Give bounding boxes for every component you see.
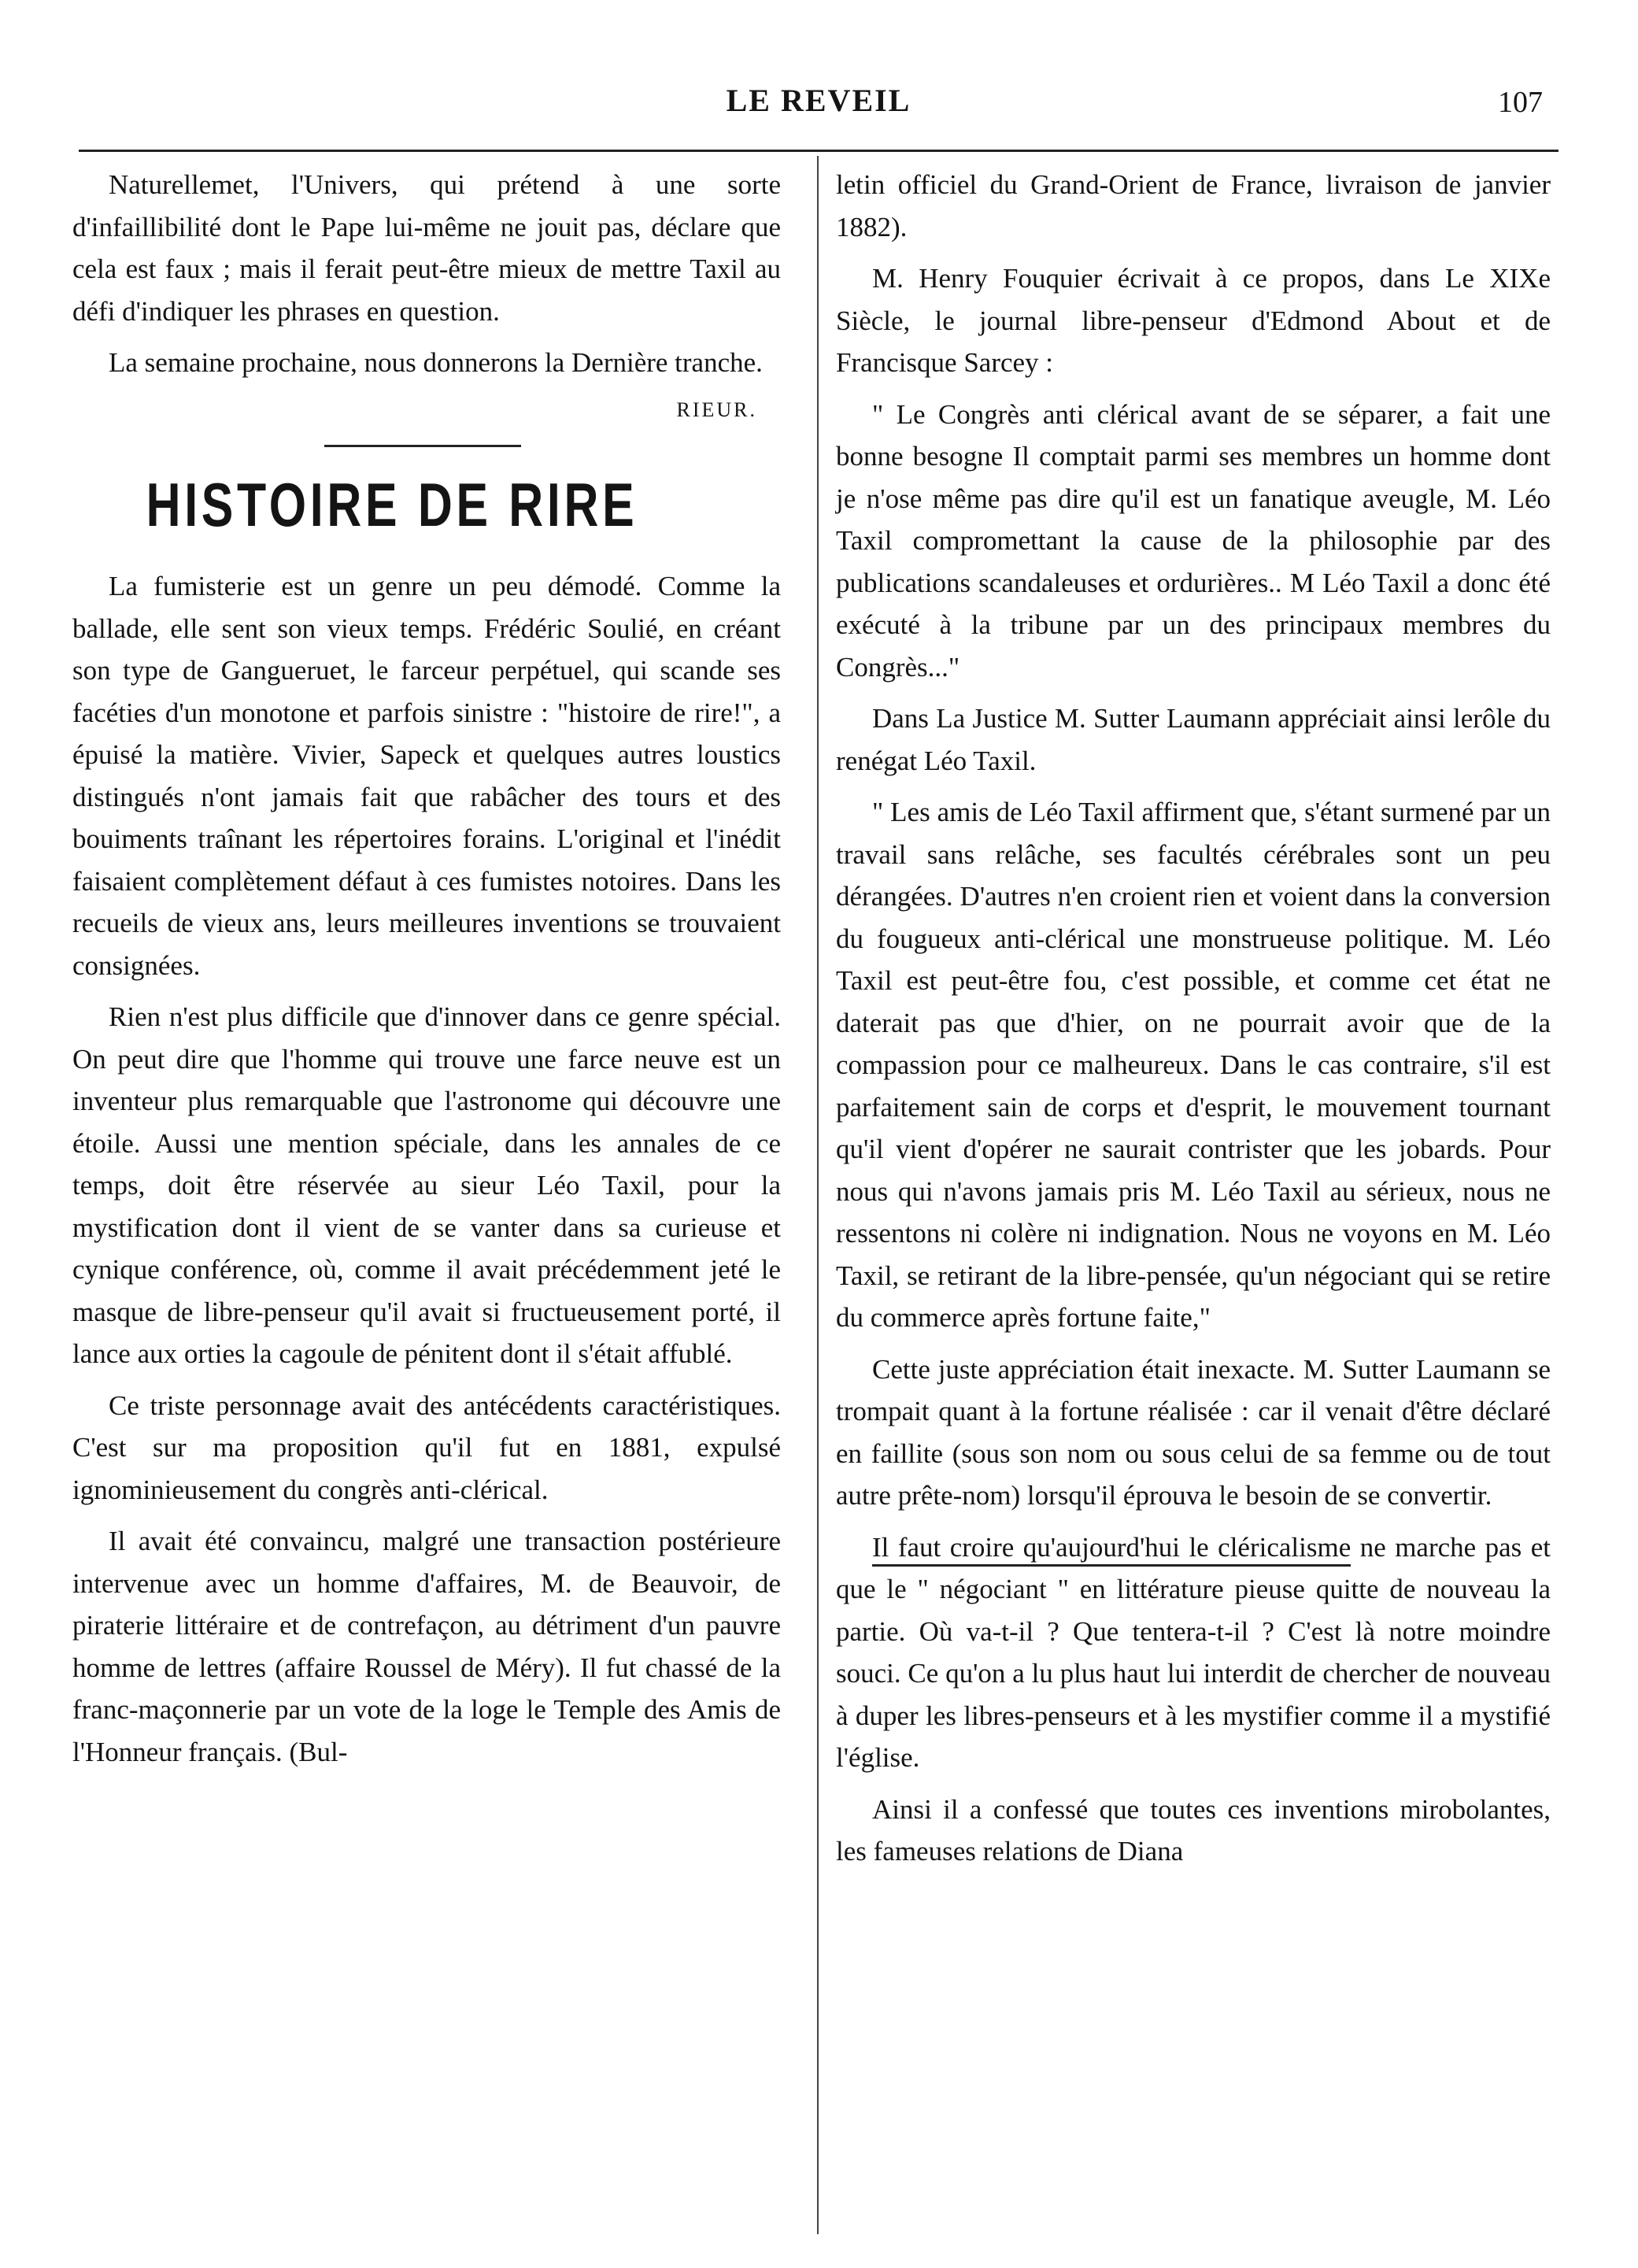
- right-paragraph-1: letin officiel du Grand-Orient de France, livraison de janvier 1882).: [836, 169, 1551, 242]
- article-title: HISTOIRE DE RIRE: [146, 470, 638, 539]
- section-rule: [324, 445, 521, 447]
- left-column: [72, 164, 781, 1782]
- left-paragraph-5: Ce triste personnage avait des antécédents caractéristiques. C'est sur ma proposition qu'il fut en 1881, expulsé ignominieusement du congrès anti-clérical.: [72, 1389, 781, 1505]
- right-paragraph-2: M. Henry Fouquier écrivait à ce propos, dans Le XIXe Siècle, le journal libre-penseur d'Edmond About et de Francisque Sarcey :: [836, 263, 1551, 378]
- left-paragraph-3: La fumisterie est un genre un peu démodé. Comme la ballade, elle sent son vieux temps. Frédéric Soulié, en créant son type de Gangueruet, le farceur perpétuel, qui scande ses facéties d'un monotone et parfois sinistre : "histoire de rire!", a épuisé la matière. Vivier, Sapeck et quelques autres loustics distingués n'ont jamais fait que rabâcher des tours et des bouiments traînant les répertoires forains. L'original et l'inédit faisaient complètement défaut à ces fumistes notoires. Dans les recueils de vieux ans, leurs meilleures inventions se trouvaient consignées.: [72, 571, 781, 981]
- header-rule: [79, 150, 1559, 152]
- running-head: [79, 79, 1559, 134]
- right-column: [836, 164, 1551, 1882]
- left-paragraph-2: La semaine prochaine, nous donnerons la Dernière tranche.: [109, 347, 763, 378]
- underlined-passage: Il faut croire qu'aujourd'hui le cléricalisme: [872, 1532, 1351, 1567]
- left-paragraph-6: Il avait été convaincu, malgré une transaction postérieure intervenue avec un homme d'affaires, M. de Beauvoir, de piraterie littéraire et de contrefaçon, au détriment d'un pauvre homme de lettres (affaire Roussel de Méry). Il fut chassé de la franc-maçonnerie par un vote de la loge le Temple des Amis de l'Honneur français. (Bul-: [72, 1526, 781, 1767]
- right-paragraph-7: [836, 1526, 1551, 1779]
- left-paragraph-1: Naturellemet, l'Univers, qui prétend à une sorte d'infaillibilité dont le Pape lui-même ne jouit pas, déclare que cela est faux ; mais il ferait peut-être mieux de mettre Taxil au défi d'indiquer les phrases en question.: [72, 169, 781, 327]
- right-paragraph-7-rest: ne marche pas et que le " négociant " en littérature pieuse quitte de nouveau la partie. Où va-t-il ? Que tentera-t-il ? C'est là notre moindre souci. Ce qu'on a lu plus haut lui interdit de chercher de nouveau à duper les libres-penseurs et à les mystifier comme il a mystifié l'église.: [836, 1531, 1551, 1773]
- left-paragraph-4: Rien n'est plus difficile que d'innover dans ce genre spécial. On peut dire que l'homme qui trouve une farce neuve est un inventeur plus remarquable que l'astronome qui découvre une étoile. Aussi une mention spéciale, dans les annales de ce temps, doit être réservée au sieur Léo Taxil, pour la mystification dont il vient de se vanter dans sa curieuse et cynique conférence, où, comme il avait précédemment jeté le masque de libre-penseur qu'il avait si fructueusement porté, il lance aux orties la cagoule de pénitent dont il s'était affublé.: [72, 1001, 781, 1369]
- right-paragraph-4: Dans La Justice M. Sutter Laumann appréciait ainsi lerôle du renégat Léo Taxil.: [836, 703, 1551, 776]
- right-paragraph-8: Ainsi il a confessé que toutes ces inventions mirobolantes, les fameuses relations de Diana: [836, 1793, 1551, 1867]
- right-paragraph-3: " Le Congrès anti clérical avant de se séparer, a fait une bonne besogne Il comptait parmi ses membres un homme dont je n'ose même pas dire qu'il est un fanatique aveugle, M. Léo Taxil compromettant la cause de la philosophie par des publications scandaleuses et ordurières.. M Léo Taxil a donc été exécuté à la tribune par un des principaux membres du Congrès...": [836, 398, 1551, 683]
- journal-title: LE REVEIL: [726, 83, 911, 118]
- column-divider: [817, 156, 819, 2234]
- author-signature: RIEUR.: [676, 398, 757, 421]
- page-number: 107: [1498, 86, 1543, 119]
- right-paragraph-6: Cette juste appréciation était inexacte. M. Sutter Laumann se trompait quant à la fortune réalisée : car il venait d'être déclaré en faillite (sous son nom ou sous celui de sa femme ou de tout autre prête-nom) lorsqu'il éprouva le besoin de se convertir.: [836, 1353, 1551, 1511]
- right-paragraph-5: " Les amis de Léo Taxil affirment que, s'étant surmené par un travail sans relâche, ses facultés cérébrales sont un peu dérangées. D'autres n'en croient rien et voient dans la conversion du fougueux anti-clérical une monstrueuse politique. M. Léo Taxil est peut-être fou, c'est possible, et comme cet état ne daterait pas que d'hier, on ne pourrait avoir que de la compassion pour ce malheureux. Dans le cas contraire, s'il est parfaitement sain de corps et d'esprit, le mouvement tournant qu'il vient d'opérer ne saurait contrister que les jobards. Pour nous qui n'avons jamais pris M. Léo Taxil au sérieux, nous ne ressentons ni colère ni indignation. Nous ne voyons en M. Léo Taxil, se retirant de la libre-pensée, qu'un négociant qui se retire du commerce après fortune faite,": [836, 797, 1551, 1333]
